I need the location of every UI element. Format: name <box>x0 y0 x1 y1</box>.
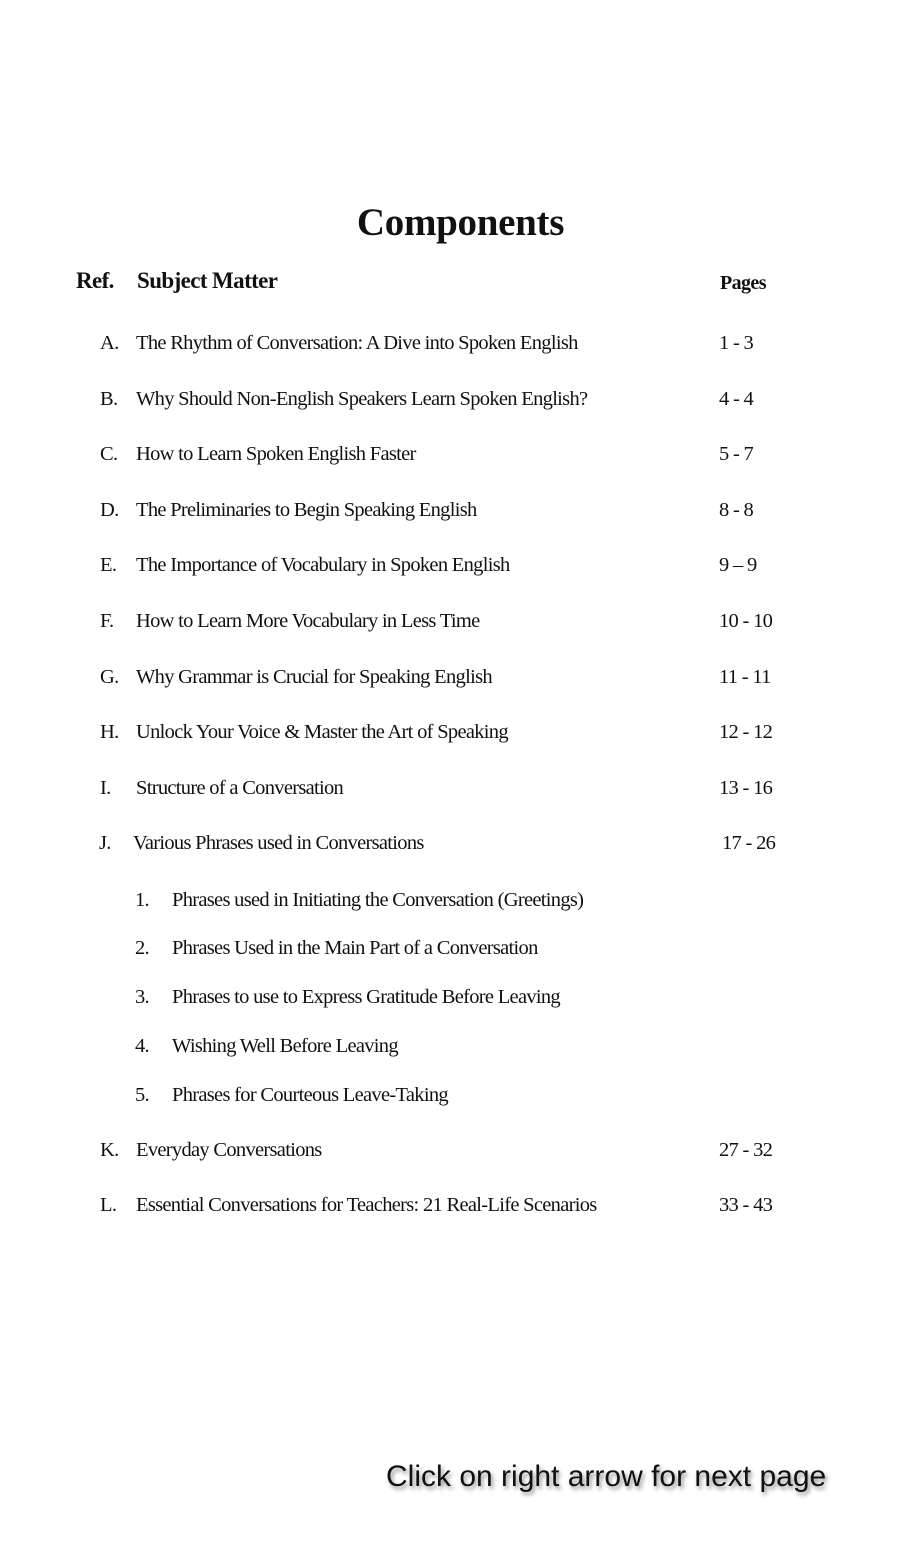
entry-pages: 4 - 4 <box>719 388 754 410</box>
entry-subject: The Rhythm of Conversation: A Dive into Spoken English <box>136 332 578 354</box>
header-pages: Pages <box>720 272 766 294</box>
entry-pages: 5 - 7 <box>719 443 754 465</box>
entry-subject: How to Learn More Vocabulary in Less Time <box>136 610 480 632</box>
entry-subject: Various Phrases used in Conversations <box>133 832 424 854</box>
entry-subject: The Importance of Vocabulary in Spoken English <box>136 554 510 576</box>
header-ref: Ref. <box>76 268 114 293</box>
entry-subject: The Preliminaries to Begin Speaking English <box>136 499 477 521</box>
header-subject: Subject Matter <box>137 268 278 293</box>
entry-subject: How to Learn Spoken English Faster <box>136 443 416 465</box>
entry-pages: 27 - 32 <box>719 1139 773 1161</box>
entry-pages: 1 - 3 <box>719 332 754 354</box>
entry-ref: K. <box>100 1139 119 1161</box>
subentry-number: 1. <box>135 889 149 911</box>
entry-ref: L. <box>100 1194 117 1216</box>
entry-pages: 9 – 9 <box>719 554 757 576</box>
entry-ref: D. <box>100 499 119 521</box>
entry-pages: 8 - 8 <box>719 499 754 521</box>
subentry-subject: Phrases to use to Express Gratitude Before Leaving <box>172 986 560 1008</box>
entry-pages: 13 - 16 <box>719 777 773 799</box>
entry-ref: G. <box>100 666 119 688</box>
entry-ref: H. <box>100 721 119 743</box>
subentry-number: 5. <box>135 1084 149 1106</box>
entry-ref: A. <box>100 332 119 354</box>
entry-subject: Essential Conversations for Teachers: 21 Real-Life Scenarios <box>136 1194 597 1216</box>
subentry-subject: Wishing Well Before Leaving <box>172 1035 398 1057</box>
entry-ref: C. <box>100 443 118 465</box>
entry-pages: 12 - 12 <box>719 721 773 743</box>
subentry-number: 3. <box>135 986 149 1008</box>
entry-pages: 17 - 26 <box>722 832 776 854</box>
entry-ref: I. <box>100 777 111 799</box>
subentry-subject: Phrases Used in the Main Part of a Conversation <box>172 937 538 959</box>
entry-subject: Structure of a Conversation <box>136 777 344 799</box>
subentry-subject: Phrases for Courteous Leave-Taking <box>172 1084 448 1106</box>
entry-pages: 10 - 10 <box>719 610 773 632</box>
subentry-subject: Phrases used in Initiating the Conversation (Greetings) <box>172 889 584 911</box>
subentry-number: 4. <box>135 1035 149 1057</box>
entry-subject: Everyday Conversations <box>136 1139 322 1161</box>
next-page-hint[interactable]: Click on right arrow for next page <box>386 1460 827 1493</box>
entry-subject: Unlock Your Voice & Master the Art of Speaking <box>136 721 508 743</box>
subentry-number: 2. <box>135 937 149 959</box>
entry-pages: 11 - 11 <box>719 666 771 688</box>
entry-ref: F. <box>100 610 114 632</box>
entry-pages: 33 - 43 <box>719 1194 773 1216</box>
entry-ref: E. <box>100 554 117 576</box>
entry-subject: Why Should Non-English Speakers Learn Spoken English? <box>136 388 588 410</box>
entry-ref: B. <box>100 388 118 410</box>
page-title: Components <box>356 201 565 244</box>
entry-subject: Why Grammar is Crucial for Speaking English <box>136 666 492 688</box>
entry-ref: J. <box>99 832 111 854</box>
